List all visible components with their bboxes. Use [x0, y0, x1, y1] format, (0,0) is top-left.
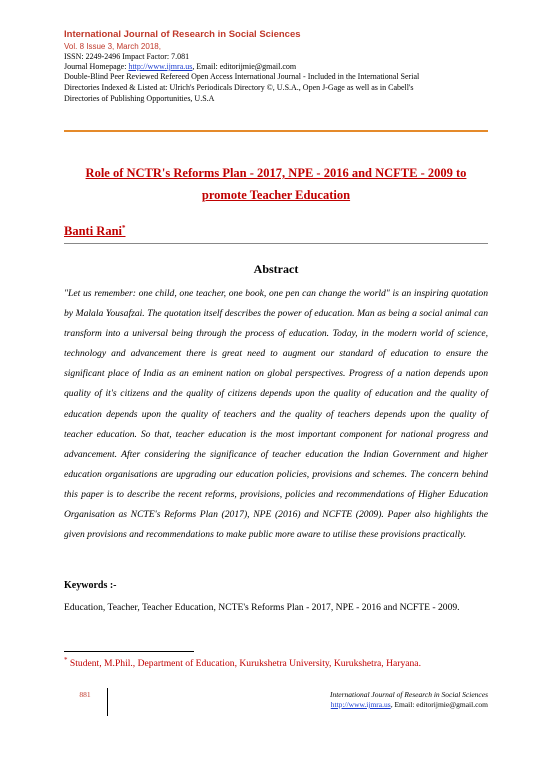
- footnote-rule: [64, 651, 194, 652]
- review-line-3: Directories of Publishing Opportunities, U.S.A: [64, 94, 215, 103]
- footnote: [64, 656, 421, 669]
- homepage-prefix: Journal Homepage:: [64, 62, 129, 71]
- homepage-line: [64, 62, 494, 72]
- page-number: 881: [79, 690, 91, 699]
- title-line-1: Role of NCTR's Reforms Plan - 2017, NPE - 2016 and NCFTE - 2009 to: [85, 166, 467, 180]
- header-divider: [64, 130, 488, 132]
- journal-name: International Journal of Research in Social Sciences: [64, 29, 301, 40]
- volume-issue: Vol. 8 Issue 3, March 2018,: [64, 42, 161, 51]
- author-name: [64, 224, 126, 239]
- issn-line: ISSN: 2249-2496 Impact Factor: 7.081: [64, 52, 190, 61]
- footer-divider: [107, 688, 108, 716]
- abstract-heading: Abstract: [253, 262, 299, 276]
- abstract-text: "Let us remember: one child, one teacher, one book, one pen can change the world" is an inspiring quotation by Malala Yousafzai. The quotation itself describes the power of education. Man as being a social animal can transform into a universal being through the process of education. Today, in the modern world of science, technology and advancement there is great need to augment our standard of education to ensure the significant place of India as an eminent nation on global perspectives. Progress of a nation depends upon quality of it's citizens and the quality of citizens depends upon the quality of education and the quality of education depends upon the quality of teachers and the quality of teachers depends upon the quality of teacher education. So that, teacher education is the most important component for national progress and advancement. After considering the significance of teacher education the Indian Government and higher education organisations are upgrading our education policies, provisions and schemes. The concern behind this paper is to describe the recent reforms, provisions, policies and recommendations of Higher Education Organisation as NCTE's Reforms Plan (2017), NPE (2016) and NCFTE (2009). Paper also highlights the given provisions and recommendations to make public more aware to utilise these provisions practically.: [64, 288, 488, 541]
- review-line-2: Directories Indexed & Listed at: Ulrich's Periodicals Directory ©, U.S.A., Open J-Gage as well as in Cabell's: [64, 83, 414, 92]
- title-line-2: promote Teacher Education: [201, 188, 351, 202]
- footer-email: , Email: editorijmie@gmail.com: [390, 700, 488, 709]
- author-divider: [64, 243, 488, 244]
- keywords-text: Education, Teacher, Teacher Education, NCTE's Reforms Plan - 2017, NPE - 2016 and NCFTE - 2009.: [64, 602, 460, 613]
- keywords-heading: Keywords :-: [64, 580, 117, 591]
- homepage-link[interactable]: http://www.ijmra.us: [128, 62, 193, 71]
- homepage-suffix: , Email: editorijmie@gmail.com: [192, 62, 297, 71]
- footer-journal-name: International Journal of Research in Social Sciences: [329, 690, 488, 699]
- paper-title: [64, 162, 488, 206]
- footer-link[interactable]: http://www.ijmra.us: [330, 700, 391, 709]
- author-text: Banti Rani: [64, 224, 123, 239]
- review-line-1: Double-Blind Peer Reviewed Refereed Open Access International Journal - Included in the International Serial: [64, 72, 420, 81]
- footnote-mark: *: [64, 656, 68, 664]
- footer-info: [240, 690, 488, 710]
- footer-contact: [240, 700, 488, 710]
- footnote-text: Student, M.Phil., Department of Education, Kurukshetra University, Kurukshetra, Haryana.: [67, 658, 421, 670]
- author-mark: *: [122, 224, 126, 232]
